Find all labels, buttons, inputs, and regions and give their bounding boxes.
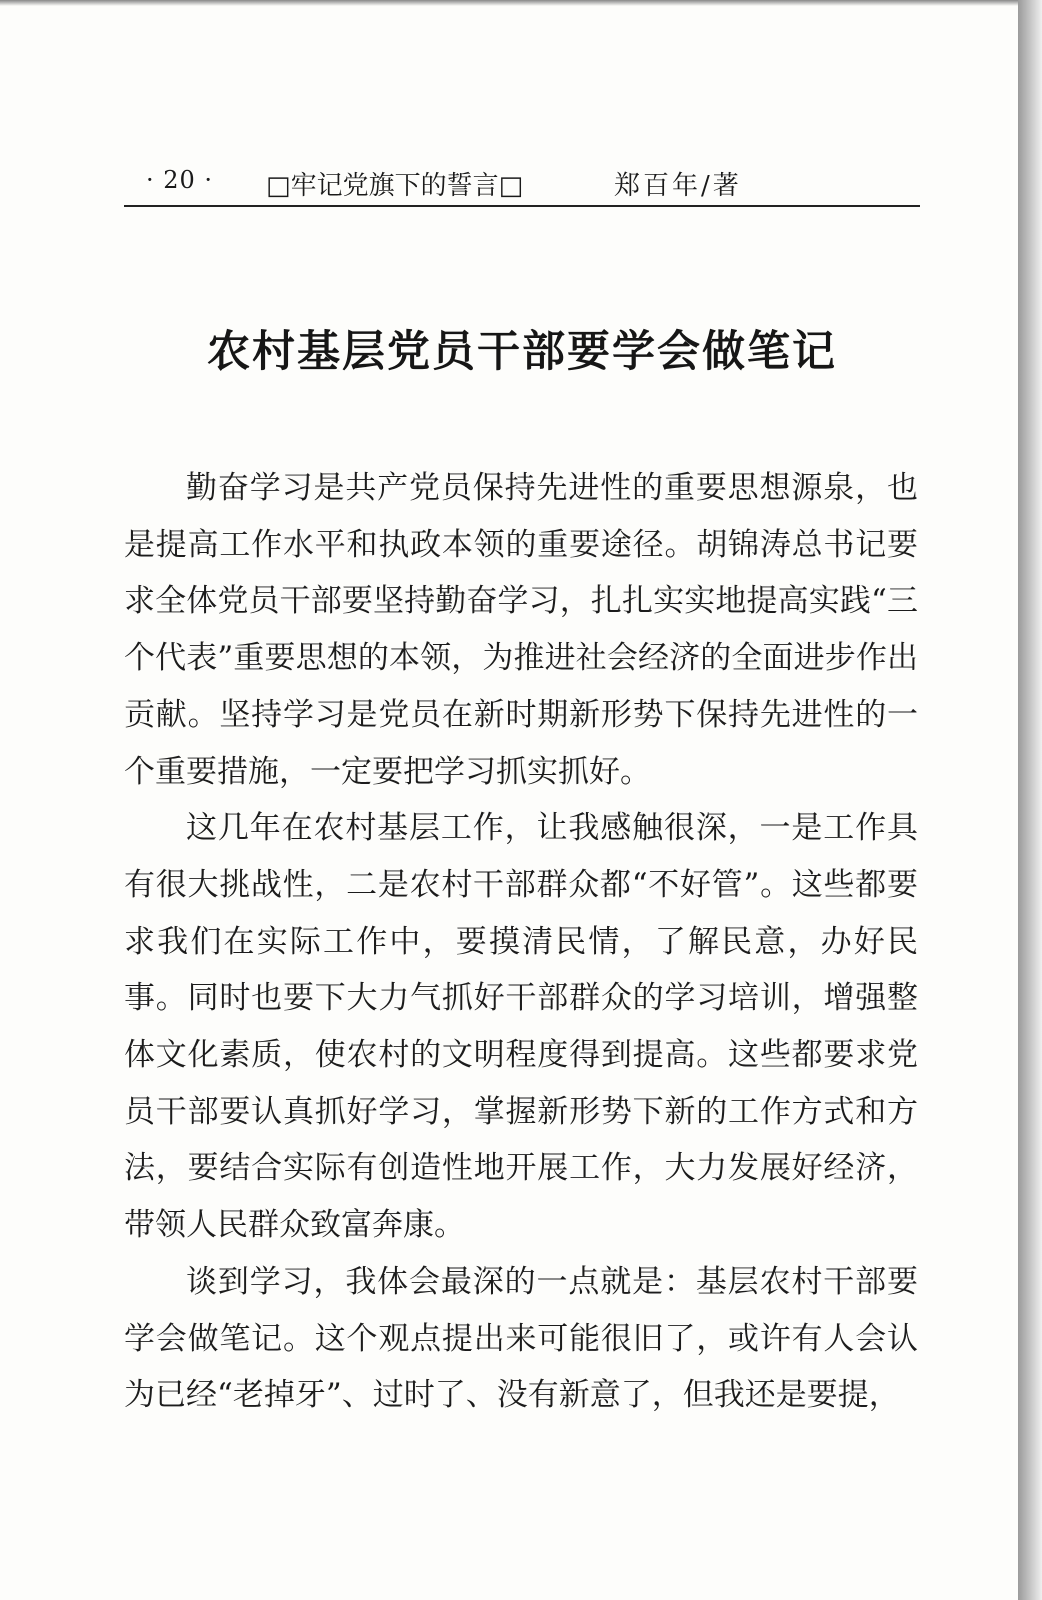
paragraph: 勤奋学习是共产党员保持先进性的重要思想源泉，也是提高工作水平和执政本领的重要途径。胡锦涛总书记要求全体党员干部要坚持勤奋学习，扎扎实实地提高实践“三个代表”重要思想的本领，为推进社会经济的全面进步作出贡献。坚持学习是党员在新时期新形势下保持先进性的一个重要措施，一定要把学习抓实抓好。: [124, 470, 918, 790]
scan-margin: [1018, 0, 1042, 1600]
header-rule: [124, 205, 920, 207]
paragraph: 谈到学习，我体会最深的一点就是：基层农村干部要学会做笔记。这个观点提出来可能很旧了，或许有人会认为已经“老掉牙”、过时了、没有新意了，但我还是要提，: [124, 1263, 918, 1414]
page-number: · 20 ·: [146, 166, 214, 194]
running-header: [124, 160, 920, 204]
article-body: [124, 460, 918, 1424]
paragraph: 这几年在农村基层工作，让我感触很深，一是工作具有很大挑战性，二是农村干部群众都“不好管”。这些都要求我们在实际工作中，要摸清民情，了解民意，办好民事。同时也要下大力气抓好干部群众的学习培训，增强整体文化素质，使农村的文明程度得到提高。这些都要求党员干部要认真抓好学习，掌握新形势下新的工作方式和方法，要结合实际有创造性地开展工作，大力发展好经济，带领人民群众致富奔康。: [124, 810, 918, 1244]
author: 郑百年/著: [614, 171, 742, 201]
scan-top-edge: [0, 0, 1018, 6]
article-title: 农村基层党员干部要学会做笔记: [207, 327, 837, 377]
book-title: □牢记党旗下的誓言□: [266, 171, 524, 201]
